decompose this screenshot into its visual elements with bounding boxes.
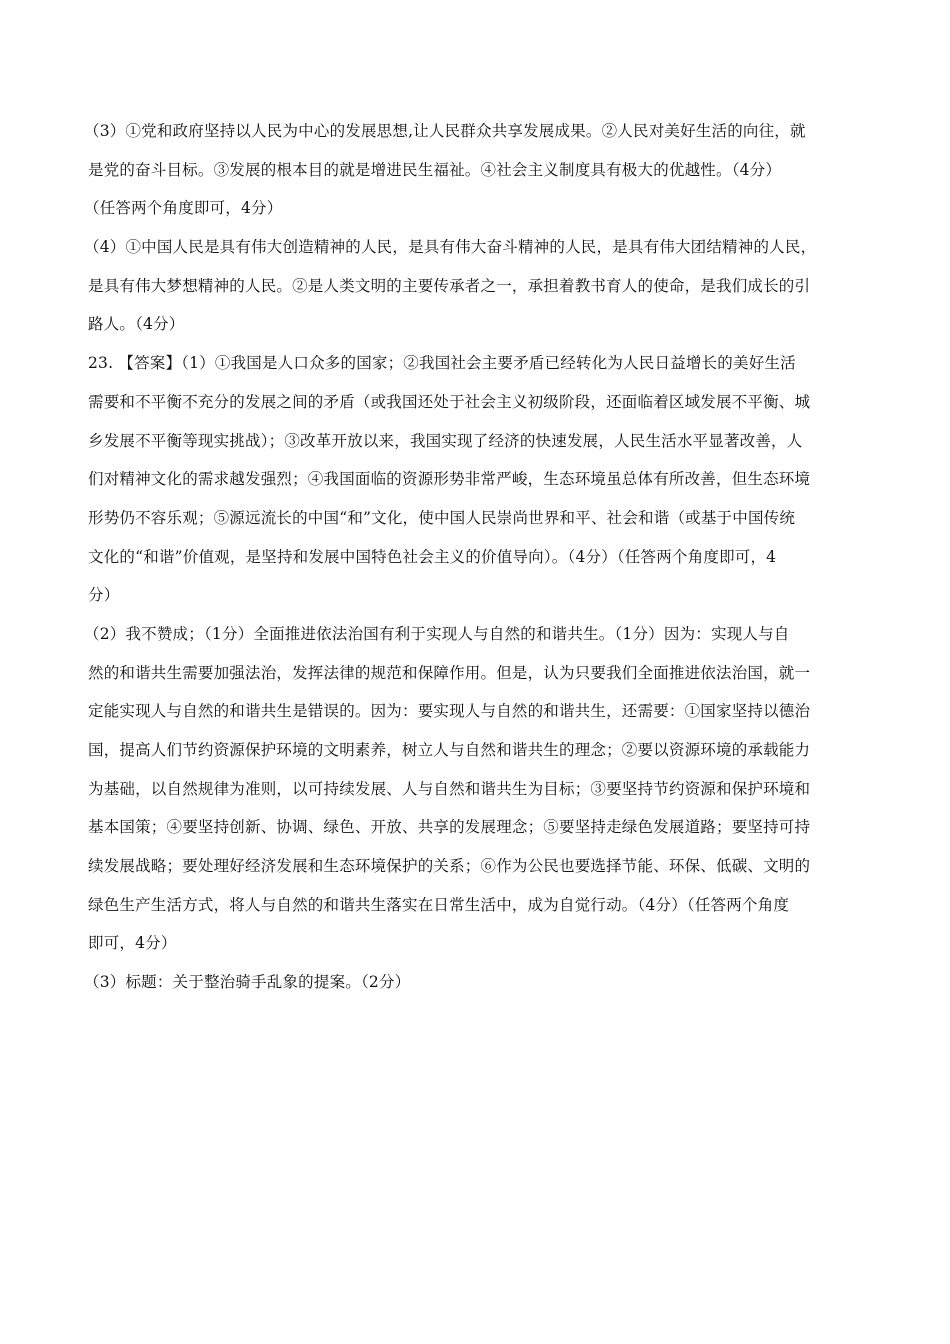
text-line: （2）我不赞成；（1分）全面推进依法治国有利于实现人与自然的和谐共生。（1分）因为：实现人与自 [84, 624, 790, 643]
text-line: （任答两个角度即可，4分） [84, 199, 283, 218]
document-body [84, 112, 862, 1002]
text-line: 基本国策；④要坚持创新、协调、绿色、开放、共享的发展理念；⑤要坚持走绿色发展道路；要坚持可持 [88, 818, 811, 837]
text-line: 乡发展不平衡等现实挑战）；③改革开放以来，我国实现了经济的快速发展，人民生活水平显著改善，人 [88, 431, 803, 450]
text-line: （3）①党和政府坚持以人民为中心的发展思想,让人民群众共享发展成果。②人民对美好生活的向往，就 [84, 122, 806, 140]
text-line: 续发展战略；要处理好经济发展和生态环境保护的关系；⑥作为公民也要选择节能、环保、低碳、文明的 [88, 857, 811, 876]
text-line: 绿色生产生活方式，将人与自然的和谐共生落实在日常生活中，成为自觉行动。（4分）（任答两个角度 [88, 895, 790, 914]
text-line: 们对精神文化的需求越发强烈；④我国面临的资源形势非常严峻，生态环境虽总体有所改善，但生态环境 [88, 470, 811, 489]
text-line: 然的和谐共生需要加强法治，发挥法律的规范和保障作用。但是，认为只要我们全面推进依法治国，就一 [88, 663, 811, 682]
text-line: 即可，4分） [88, 934, 177, 953]
text-line: 文化的“和谐”价值观，是坚持和发展中国特色社会主义的价值导向）。（4分）（任答两个角度即可，4 [88, 547, 777, 566]
text-line: 路人。（4分） [88, 315, 185, 334]
text-line: 国，提高人们节约资源保护环境的文明素养，树立人与自然和谐共生的理念；②要以资源环境的承载能力 [88, 741, 811, 759]
text-line: 形势仍不容乐观；⑤源远流长的中国“和”文化，使中国人民崇尚世界和平、社会和谐（或基于中国传统 [88, 508, 796, 527]
answer-heading-line: 23. 【答案】（1）①我国是人口众多的国家；②我国社会主要矛盾已经转化为人民日益增长的美好生活 [88, 354, 796, 373]
text-line: 定能实现人与自然的和谐共生是错误的。因为：要实现人与自然的和谐共生，还需要：①国家坚持以德治 [88, 702, 811, 721]
text-line: （4）①中国人民是具有伟大创造精神的人民，是具有伟大奋斗精神的人民，是具有伟大团结精神的人民， [84, 238, 817, 257]
text-line: 需要和不平衡不充分的发展之间的矛盾（或我国还处于社会主义初级阶段，还面临着区域发展不平衡、城 [88, 392, 811, 411]
text-line: 是具有伟大梦想精神的人民。②是人类文明的主要传承者之一，承担着教书育人的使命，是我们成长的引 [88, 276, 811, 295]
text-line: 分） [88, 586, 120, 605]
text-line: 是党的奋斗目标。③发展的根本目的就是增进民生福祉。④社会主义制度具有极大的优越性。（4分） [88, 160, 782, 179]
text-line: 为基础，以自然规律为准则，以可持续发展、人与自然和谐共生为目标；③要坚持节约资源和保护环境和 [88, 779, 811, 798]
text-line: （3）标题：关于整治骑手乱象的提案。（2分） [84, 973, 411, 992]
